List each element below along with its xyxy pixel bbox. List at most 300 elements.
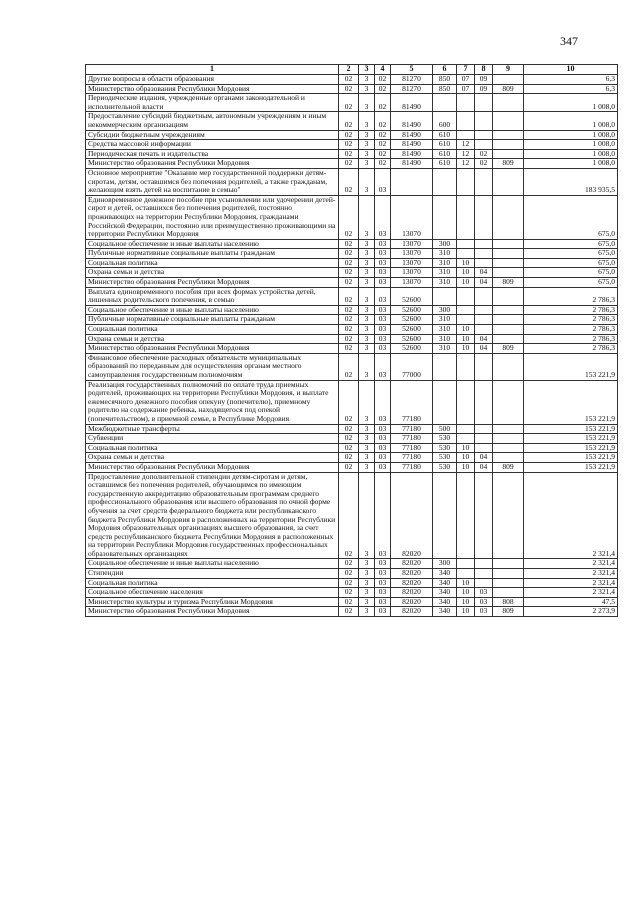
code-col-2: 02 xyxy=(339,453,359,463)
row-amount: 153 221,9 xyxy=(524,462,618,472)
code-col-6: 530 xyxy=(433,462,457,472)
code-col-8 xyxy=(475,94,493,112)
code-col-6: 530 xyxy=(433,443,457,453)
row-amount: 675,0 xyxy=(524,258,618,268)
code-col-5: 81490 xyxy=(391,94,433,112)
code-col-3: 3 xyxy=(359,443,375,453)
code-col-6: 340 xyxy=(433,607,457,617)
code-col-9 xyxy=(493,195,524,239)
row-description: Основное мероприятие "Оказание мер государственной поддержки детям-сиротам, детям, оставшимся без попечения родителей, а также гражданам, желающим взять детей на воспитание в семью" xyxy=(86,168,339,195)
row-description: Межбюджетные трансферты xyxy=(86,424,339,434)
row-amount: 153 221,9 xyxy=(524,443,618,453)
row-description: Публичные нормативные социальные выплаты гражданам xyxy=(86,315,339,325)
code-col-6: 340 xyxy=(433,578,457,588)
code-col-3: 3 xyxy=(359,130,375,140)
code-col-8 xyxy=(475,578,493,588)
table-row xyxy=(86,130,618,140)
table-row xyxy=(86,569,618,579)
code-col-2: 02 xyxy=(339,472,359,559)
row-amount: 1 008,0 xyxy=(524,112,618,130)
code-col-7: 10 xyxy=(457,325,475,335)
row-amount: 2 786,3 xyxy=(524,305,618,315)
code-col-6: 310 xyxy=(433,334,457,344)
column-header: 9 xyxy=(493,65,524,75)
code-col-4: 02 xyxy=(375,149,391,159)
code-col-6: 600 xyxy=(433,112,457,130)
table-row xyxy=(86,249,618,259)
code-col-6 xyxy=(433,195,457,239)
code-col-9: 809 xyxy=(493,159,524,169)
row-description: Предоставление субсидий бюджетным, автономным учреждениям и иным некоммерческим организациям xyxy=(86,112,339,130)
code-col-7: 07 xyxy=(457,84,475,94)
code-col-7 xyxy=(457,239,475,249)
code-col-4: 02 xyxy=(375,112,391,130)
row-description: Социальная политика xyxy=(86,258,339,268)
code-col-7: 10 xyxy=(457,344,475,354)
column-header: 7 xyxy=(457,65,475,75)
table-row xyxy=(86,112,618,130)
column-header: 5 xyxy=(391,65,433,75)
code-col-6: 310 xyxy=(433,344,457,354)
code-col-5: 52600 xyxy=(391,334,433,344)
row-amount: 2 321,4 xyxy=(524,578,618,588)
code-col-2: 02 xyxy=(339,94,359,112)
code-col-3: 3 xyxy=(359,380,375,424)
code-col-6: 310 xyxy=(433,258,457,268)
code-col-4: 03 xyxy=(375,569,391,579)
table-row xyxy=(86,434,618,444)
code-col-2: 02 xyxy=(339,443,359,453)
code-col-7: 12 xyxy=(457,159,475,169)
code-col-9 xyxy=(493,239,524,249)
code-col-4: 03 xyxy=(375,380,391,424)
table-row xyxy=(86,195,618,239)
code-col-8 xyxy=(475,305,493,315)
code-col-7 xyxy=(457,94,475,112)
code-col-8: 04 xyxy=(475,462,493,472)
code-col-4: 03 xyxy=(375,249,391,259)
code-col-5: 52600 xyxy=(391,344,433,354)
table-row xyxy=(86,159,618,169)
code-col-2: 02 xyxy=(339,315,359,325)
code-col-8 xyxy=(475,315,493,325)
row-description: Предоставление дополнительной стипендии детям-сиротам и детям, оставшимся без попечения родителей, обучающимся по имеющим государственную аккредитацию образовательным программам среднего профессионального образования или высшего образования по очной форме обучения за счет средств федерального бюджета или республиканского бюджета Республики Мордовия в расположенных на территории Республики Мордовия образовательных организациях высшего образования, за счет средств республиканского бюджета Республики Мордовия в расположенных на территории Республики Мордовия государственных профессиональных образовательных организациях xyxy=(86,472,339,559)
row-description: Средства массовой информации xyxy=(86,140,339,150)
code-col-5: 81490 xyxy=(391,130,433,140)
code-col-2: 02 xyxy=(339,578,359,588)
row-description: Охрана семьи и детства xyxy=(86,268,339,278)
code-col-2: 02 xyxy=(339,434,359,444)
code-col-6: 530 xyxy=(433,434,457,444)
row-description: Министерство образования Республики Мордовия xyxy=(86,84,339,94)
code-col-7 xyxy=(457,168,475,195)
code-col-3: 3 xyxy=(359,75,375,85)
code-col-7: 07 xyxy=(457,75,475,85)
code-col-8: 09 xyxy=(475,75,493,85)
code-col-6 xyxy=(433,94,457,112)
row-description: Стипендии xyxy=(86,569,339,579)
code-col-6: 610 xyxy=(433,159,457,169)
code-col-5: 13070 xyxy=(391,278,433,288)
table-row xyxy=(86,588,618,598)
code-col-9 xyxy=(493,258,524,268)
row-description: Министерство образования Республики Мордовия xyxy=(86,462,339,472)
table-row xyxy=(86,453,618,463)
code-col-7: 12 xyxy=(457,149,475,159)
row-description: Периодические издания, учрежденные органами законодательной и исполнительной власти xyxy=(86,94,339,112)
code-col-6: 310 xyxy=(433,315,457,325)
code-col-6 xyxy=(433,380,457,424)
row-amount: 153 221,9 xyxy=(524,353,618,380)
code-col-9: 809 xyxy=(493,84,524,94)
row-description: Субсидии бюджетным учреждениям xyxy=(86,130,339,140)
code-col-3: 3 xyxy=(359,305,375,315)
code-col-8: 03 xyxy=(475,588,493,598)
code-col-7: 10 xyxy=(457,588,475,598)
row-amount: 153 221,9 xyxy=(524,380,618,424)
row-amount: 6,3 xyxy=(524,84,618,94)
code-col-2: 02 xyxy=(339,559,359,569)
table-row xyxy=(86,258,618,268)
code-col-9 xyxy=(493,380,524,424)
row-description: Социальное обеспечение и иные выплаты населению xyxy=(86,305,339,315)
code-col-2: 02 xyxy=(339,569,359,579)
code-col-5: 13070 xyxy=(391,239,433,249)
code-col-2: 02 xyxy=(339,258,359,268)
code-col-2: 02 xyxy=(339,462,359,472)
row-description: Реализация государственных полномочий по оплате труда приемных родителей, проживающих на территории Республики Мордовия, и выплате ежемесячного денежного пособия опекуну (попечителю), приемному родителю на содержание ребенка, находящегося под опекой (попечительством), в приемной семье, в Республике Мордовия xyxy=(86,380,339,424)
code-col-4: 03 xyxy=(375,287,391,305)
code-col-5: 82020 xyxy=(391,588,433,598)
code-col-3: 3 xyxy=(359,434,375,444)
code-col-5: 82020 xyxy=(391,569,433,579)
table-row xyxy=(86,578,618,588)
code-col-5: 13070 xyxy=(391,249,433,259)
row-description: Субвенции xyxy=(86,434,339,444)
code-col-8 xyxy=(475,112,493,130)
code-col-4: 03 xyxy=(375,325,391,335)
table-row xyxy=(86,607,618,617)
code-col-9 xyxy=(493,130,524,140)
code-col-9 xyxy=(493,140,524,150)
row-description: Финансовое обеспечение расходных обязательств муниципальных образований по переданным для осуществления органам местного самоуправления государственным полномочиям xyxy=(86,353,339,380)
code-col-3: 3 xyxy=(359,462,375,472)
column-header: 6 xyxy=(433,65,457,75)
code-col-5: 82020 xyxy=(391,607,433,617)
code-col-8: 02 xyxy=(475,149,493,159)
table-row xyxy=(86,353,618,380)
row-amount: 183 935,5 xyxy=(524,168,618,195)
code-col-8 xyxy=(475,559,493,569)
code-col-4: 03 xyxy=(375,334,391,344)
code-col-8 xyxy=(475,472,493,559)
code-col-9 xyxy=(493,334,524,344)
code-col-3: 3 xyxy=(359,159,375,169)
row-amount: 153 221,9 xyxy=(524,434,618,444)
code-col-2: 02 xyxy=(339,380,359,424)
row-description: Социальное обеспечение населения xyxy=(86,588,339,598)
code-col-8 xyxy=(475,443,493,453)
code-col-6: 340 xyxy=(433,597,457,607)
code-col-3: 3 xyxy=(359,249,375,259)
code-col-3: 3 xyxy=(359,424,375,434)
code-col-2: 02 xyxy=(339,344,359,354)
code-col-9 xyxy=(493,588,524,598)
code-col-3: 3 xyxy=(359,334,375,344)
code-col-5: 77000 xyxy=(391,353,433,380)
code-col-7: 10 xyxy=(457,268,475,278)
code-col-5: 77180 xyxy=(391,453,433,463)
code-col-4: 03 xyxy=(375,607,391,617)
code-col-7: 10 xyxy=(457,453,475,463)
code-col-8 xyxy=(475,195,493,239)
code-col-9: 809 xyxy=(493,462,524,472)
code-col-6: 610 xyxy=(433,149,457,159)
code-col-4: 03 xyxy=(375,578,391,588)
code-col-9 xyxy=(493,325,524,335)
row-description: Публичные нормативные социальные выплаты гражданам xyxy=(86,249,339,259)
code-col-5: 77180 xyxy=(391,443,433,453)
code-col-4: 02 xyxy=(375,140,391,150)
code-col-5: 82020 xyxy=(391,597,433,607)
code-col-8 xyxy=(475,287,493,305)
table-row xyxy=(86,325,618,335)
table-row xyxy=(86,94,618,112)
code-col-8: 04 xyxy=(475,278,493,288)
row-description: Министерство культуры и туризма Республики Мордовия xyxy=(86,597,339,607)
row-amount: 2 786,3 xyxy=(524,287,618,305)
code-col-3: 3 xyxy=(359,559,375,569)
row-description: Социальная политика xyxy=(86,578,339,588)
header-row xyxy=(86,65,618,75)
row-amount: 2 321,4 xyxy=(524,588,618,598)
code-col-8 xyxy=(475,239,493,249)
code-col-5 xyxy=(391,168,433,195)
code-col-2: 02 xyxy=(339,84,359,94)
row-amount: 675,0 xyxy=(524,195,618,239)
table-row xyxy=(86,380,618,424)
code-col-4: 03 xyxy=(375,344,391,354)
code-col-3: 3 xyxy=(359,578,375,588)
code-col-2: 02 xyxy=(339,334,359,344)
code-col-4: 03 xyxy=(375,239,391,249)
code-col-3: 3 xyxy=(359,94,375,112)
row-description: Другие вопросы в области образования xyxy=(86,75,339,85)
code-col-4: 03 xyxy=(375,168,391,195)
code-col-5: 13070 xyxy=(391,258,433,268)
table-row xyxy=(86,305,618,315)
code-col-8 xyxy=(475,168,493,195)
code-col-6: 340 xyxy=(433,588,457,598)
code-col-6: 310 xyxy=(433,325,457,335)
code-col-9 xyxy=(493,287,524,305)
row-amount: 6,3 xyxy=(524,75,618,85)
code-col-4: 03 xyxy=(375,443,391,453)
code-col-2: 02 xyxy=(339,195,359,239)
code-col-2: 02 xyxy=(339,353,359,380)
row-amount: 2 786,3 xyxy=(524,344,618,354)
code-col-3: 3 xyxy=(359,239,375,249)
table-row xyxy=(86,559,618,569)
code-col-9 xyxy=(493,315,524,325)
code-col-3: 3 xyxy=(359,472,375,559)
table-row xyxy=(86,168,618,195)
code-col-7: 10 xyxy=(457,278,475,288)
code-col-2: 02 xyxy=(339,168,359,195)
table-row xyxy=(86,149,618,159)
row-description: Социальное обеспечение и иные выплаты населению xyxy=(86,239,339,249)
code-col-4: 02 xyxy=(375,84,391,94)
code-col-2: 02 xyxy=(339,130,359,140)
column-header: 8 xyxy=(475,65,493,75)
code-col-4: 03 xyxy=(375,353,391,380)
code-col-4: 03 xyxy=(375,258,391,268)
code-col-7 xyxy=(457,353,475,380)
code-col-5: 77180 xyxy=(391,380,433,424)
column-header: 2 xyxy=(339,65,359,75)
budget-table xyxy=(85,64,618,617)
code-col-4: 02 xyxy=(375,159,391,169)
code-col-7: 10 xyxy=(457,334,475,344)
column-header: 3 xyxy=(359,65,375,75)
table-row xyxy=(86,239,618,249)
code-col-3: 3 xyxy=(359,597,375,607)
code-col-2: 02 xyxy=(339,607,359,617)
code-col-9 xyxy=(493,149,524,159)
row-description: Министерство образования Республики Мордовия xyxy=(86,344,339,354)
code-col-5: 82020 xyxy=(391,472,433,559)
row-amount: 2 786,3 xyxy=(524,315,618,325)
code-col-3: 3 xyxy=(359,588,375,598)
code-col-7 xyxy=(457,380,475,424)
code-col-9 xyxy=(493,75,524,85)
code-col-4: 02 xyxy=(375,130,391,140)
code-col-5: 77180 xyxy=(391,424,433,434)
row-description: Министерство образования Республики Мордовия xyxy=(86,278,339,288)
row-description: Социальное обеспечение и иные выплаты населению xyxy=(86,559,339,569)
code-col-5: 81490 xyxy=(391,140,433,150)
code-col-4: 03 xyxy=(375,559,391,569)
code-col-8 xyxy=(475,130,493,140)
table-row xyxy=(86,278,618,288)
code-col-2: 02 xyxy=(339,159,359,169)
code-col-5: 81490 xyxy=(391,159,433,169)
code-col-5: 81270 xyxy=(391,84,433,94)
code-col-3: 3 xyxy=(359,168,375,195)
code-col-4: 02 xyxy=(375,94,391,112)
table-row xyxy=(86,315,618,325)
code-col-6 xyxy=(433,353,457,380)
code-col-4: 03 xyxy=(375,453,391,463)
row-amount: 675,0 xyxy=(524,239,618,249)
code-col-6 xyxy=(433,168,457,195)
code-col-9: 809 xyxy=(493,344,524,354)
code-col-3: 3 xyxy=(359,84,375,94)
code-col-9 xyxy=(493,305,524,315)
table-row xyxy=(86,597,618,607)
code-col-3: 3 xyxy=(359,149,375,159)
code-col-4: 03 xyxy=(375,462,391,472)
code-col-7 xyxy=(457,130,475,140)
code-col-8: 09 xyxy=(475,84,493,94)
code-col-8 xyxy=(475,325,493,335)
code-col-6: 530 xyxy=(433,453,457,463)
code-col-3: 3 xyxy=(359,140,375,150)
code-col-9 xyxy=(493,424,524,434)
page-number: 347 xyxy=(560,34,578,48)
code-col-3: 3 xyxy=(359,278,375,288)
row-amount: 1 008,0 xyxy=(524,159,618,169)
code-col-7: 10 xyxy=(457,578,475,588)
code-col-6 xyxy=(433,472,457,559)
code-col-9 xyxy=(493,578,524,588)
row-amount: 1 008,0 xyxy=(524,130,618,140)
code-col-9 xyxy=(493,112,524,130)
code-col-3: 3 xyxy=(359,607,375,617)
code-col-7: 12 xyxy=(457,140,475,150)
code-col-2: 02 xyxy=(339,305,359,315)
table-row xyxy=(86,344,618,354)
row-description: Министерство образования Республики Мордовия xyxy=(86,159,339,169)
code-col-4: 03 xyxy=(375,305,391,315)
row-amount: 47,5 xyxy=(524,597,618,607)
code-col-8: 03 xyxy=(475,597,493,607)
code-col-8 xyxy=(475,258,493,268)
code-col-3: 3 xyxy=(359,287,375,305)
code-col-7 xyxy=(457,315,475,325)
code-col-5: 77180 xyxy=(391,434,433,444)
code-col-9: 809 xyxy=(493,278,524,288)
code-col-4: 03 xyxy=(375,315,391,325)
code-col-4: 03 xyxy=(375,472,391,559)
row-amount: 153 221,9 xyxy=(524,453,618,463)
row-amount: 2 786,3 xyxy=(524,325,618,335)
table-row xyxy=(86,443,618,453)
code-col-6: 610 xyxy=(433,130,457,140)
code-col-7: 10 xyxy=(457,462,475,472)
code-col-5: 82020 xyxy=(391,578,433,588)
code-col-2: 02 xyxy=(339,597,359,607)
row-description: Периодическая печать и издательства xyxy=(86,149,339,159)
row-description: Социальная политика xyxy=(86,443,339,453)
code-col-2: 02 xyxy=(339,424,359,434)
table-row xyxy=(86,84,618,94)
code-col-4: 03 xyxy=(375,434,391,444)
code-col-5: 81490 xyxy=(391,149,433,159)
code-col-2: 02 xyxy=(339,588,359,598)
code-col-7: 10 xyxy=(457,597,475,607)
table-row xyxy=(86,472,618,559)
code-col-7 xyxy=(457,195,475,239)
table-row xyxy=(86,287,618,305)
table-row xyxy=(86,140,618,150)
code-col-8: 04 xyxy=(475,268,493,278)
code-col-3: 3 xyxy=(359,195,375,239)
code-col-2: 02 xyxy=(339,75,359,85)
code-col-6: 340 xyxy=(433,569,457,579)
row-amount: 2 321,4 xyxy=(524,569,618,579)
table-row xyxy=(86,462,618,472)
code-col-5: 52600 xyxy=(391,287,433,305)
row-description: Охрана семьи и детства xyxy=(86,334,339,344)
code-col-6: 500 xyxy=(433,424,457,434)
code-col-2: 02 xyxy=(339,268,359,278)
code-col-6: 300 xyxy=(433,559,457,569)
code-col-7 xyxy=(457,305,475,315)
code-col-9 xyxy=(493,453,524,463)
row-amount: 2 321,4 xyxy=(524,472,618,559)
table-row xyxy=(86,334,618,344)
